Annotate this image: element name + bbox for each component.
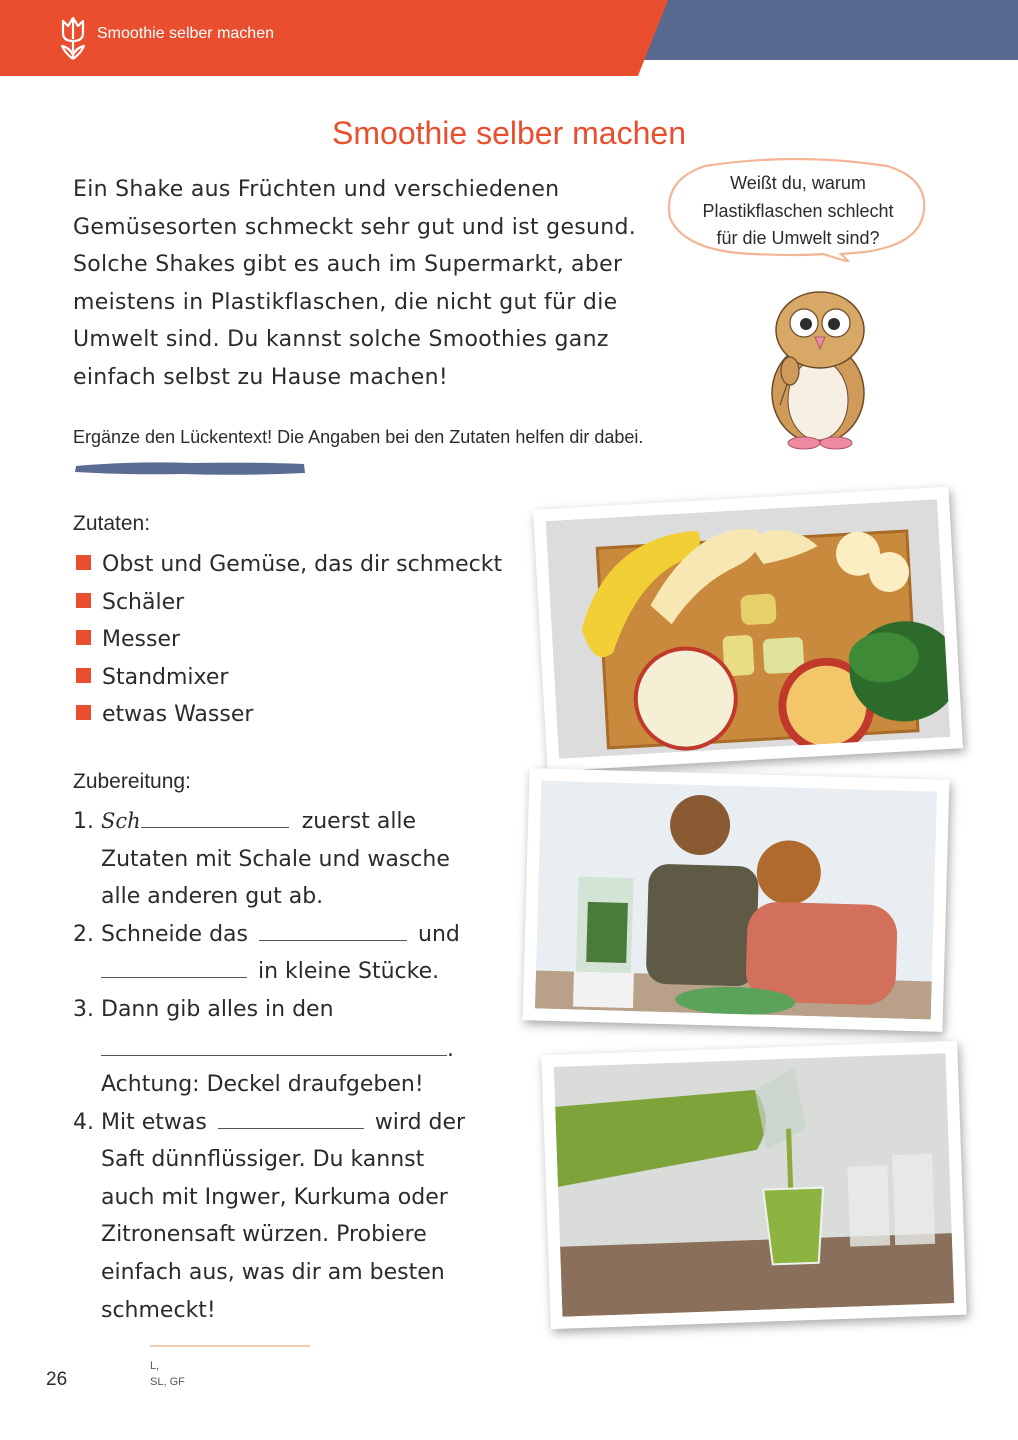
step-number: 4. (73, 1109, 94, 1135)
bullet-square (76, 593, 91, 608)
fill-in-blank[interactable] (218, 1127, 364, 1129)
fill-in-blank[interactable] (101, 1054, 447, 1056)
step-text: Zitronensaft würzen. Probiere (101, 1222, 427, 1248)
photo-fruits-on-board (533, 487, 963, 772)
bullet-square (76, 555, 91, 570)
brush-stroke-divider (72, 457, 308, 479)
page-title: Smoothie selber machen (332, 115, 686, 151)
header-title: Smoothie selber machen (97, 25, 274, 42)
intro-text (73, 171, 663, 397)
code-line: L, (150, 1360, 160, 1372)
bubble-line: Weißt du, warum (730, 173, 866, 193)
step-text: Saft dünnflüssiger. Du kannst (101, 1147, 425, 1173)
step-text: in kleine Stücke. (258, 959, 440, 985)
children-image (535, 781, 937, 1020)
speech-bubble-text (665, 170, 931, 253)
step-text: alle anderen gut ab. (101, 884, 324, 910)
intro-line: Ein Shake aus Früchten und verschiedenen (73, 177, 560, 202)
handwritten-hint: Sch (101, 809, 141, 833)
step-number: 1. (73, 809, 94, 834)
fruit-image (546, 499, 951, 759)
intro-line: Umwelt sind. Du kannst solche Smoothies ganz (73, 327, 609, 353)
bullet-square (76, 630, 91, 645)
list-item (76, 659, 502, 697)
list-item (76, 621, 502, 659)
step-text: . (447, 1037, 454, 1062)
step-text: Dann gib alles in den (101, 997, 334, 1022)
step-text: schmeckt! (101, 1297, 216, 1323)
step-text: auch mit Ingwer, Kurkuma oder (101, 1184, 448, 1210)
ingredient-label: Messer (102, 627, 181, 653)
task-instruction: Ergänze den Lückentext! Die Angaben bei den Zutaten helfen dir dabei. (73, 427, 644, 447)
curriculum-codes (150, 1358, 185, 1390)
step-text: wird der (374, 1109, 466, 1135)
list-item (76, 696, 502, 734)
step-number: 3. (73, 997, 94, 1022)
bullet-square (76, 705, 91, 720)
bullet-square (76, 668, 91, 683)
tulip-icon (57, 13, 89, 63)
photo-green-smoothie (541, 1041, 966, 1329)
step-1-line (101, 803, 416, 841)
ingredients-list (76, 546, 502, 734)
fill-in-blank[interactable] (101, 976, 247, 978)
step-text: und (418, 921, 460, 947)
footer-divider (150, 1345, 310, 1347)
ingredient-label: Obst und Gemüse, das dir schmeckt (102, 552, 503, 577)
fill-in-blank[interactable] (259, 939, 407, 941)
ingredients-heading: Zutaten: (73, 512, 151, 535)
bubble-line: für die Umwelt sind? (716, 228, 880, 248)
step-4-line (101, 1104, 465, 1142)
intro-line: meistens in Plastikflaschen, die nicht gut für die (73, 289, 618, 315)
page-number: 26 (46, 1369, 68, 1390)
photo-children-blender (523, 768, 950, 1032)
intro-line: Solche Shakes gibt es auch im Supermarkt, aber (73, 252, 623, 278)
code-line: SL, GF (150, 1376, 185, 1388)
bubble-line: Plastikflaschen schlecht (702, 200, 894, 221)
list-item (76, 584, 502, 622)
step-text: Zutaten mit Schale und wasche (101, 846, 450, 872)
step-text: Schneide das (101, 921, 248, 947)
ingredient-label: Standmixer (102, 664, 229, 690)
step-text: Achtung: Deckel draufgeben! (101, 1072, 424, 1097)
intro-line: einfach selbst zu Hause machen! (73, 364, 448, 390)
step-2-line (101, 916, 460, 954)
step-text: zuerst alle (301, 809, 417, 834)
preparation-heading: Zubereitung: (73, 770, 191, 793)
step-text: Mit etwas (101, 1109, 207, 1135)
step-2-line (101, 953, 439, 991)
step-number: 2. (73, 921, 94, 947)
ingredient-label: Schäler (102, 589, 185, 615)
smoothie-image (554, 1053, 954, 1317)
ingredient-label: etwas Wasser (102, 702, 254, 728)
step-text: einfach aus, was dir am besten (101, 1260, 445, 1285)
owl-mascot-illustration (760, 285, 880, 455)
list-item (76, 546, 502, 584)
fill-in-blank[interactable] (141, 826, 289, 828)
step-3-line (101, 1031, 454, 1069)
intro-line: Gemüsesorten schmeckt sehr gut und ist gesund. (73, 214, 637, 240)
